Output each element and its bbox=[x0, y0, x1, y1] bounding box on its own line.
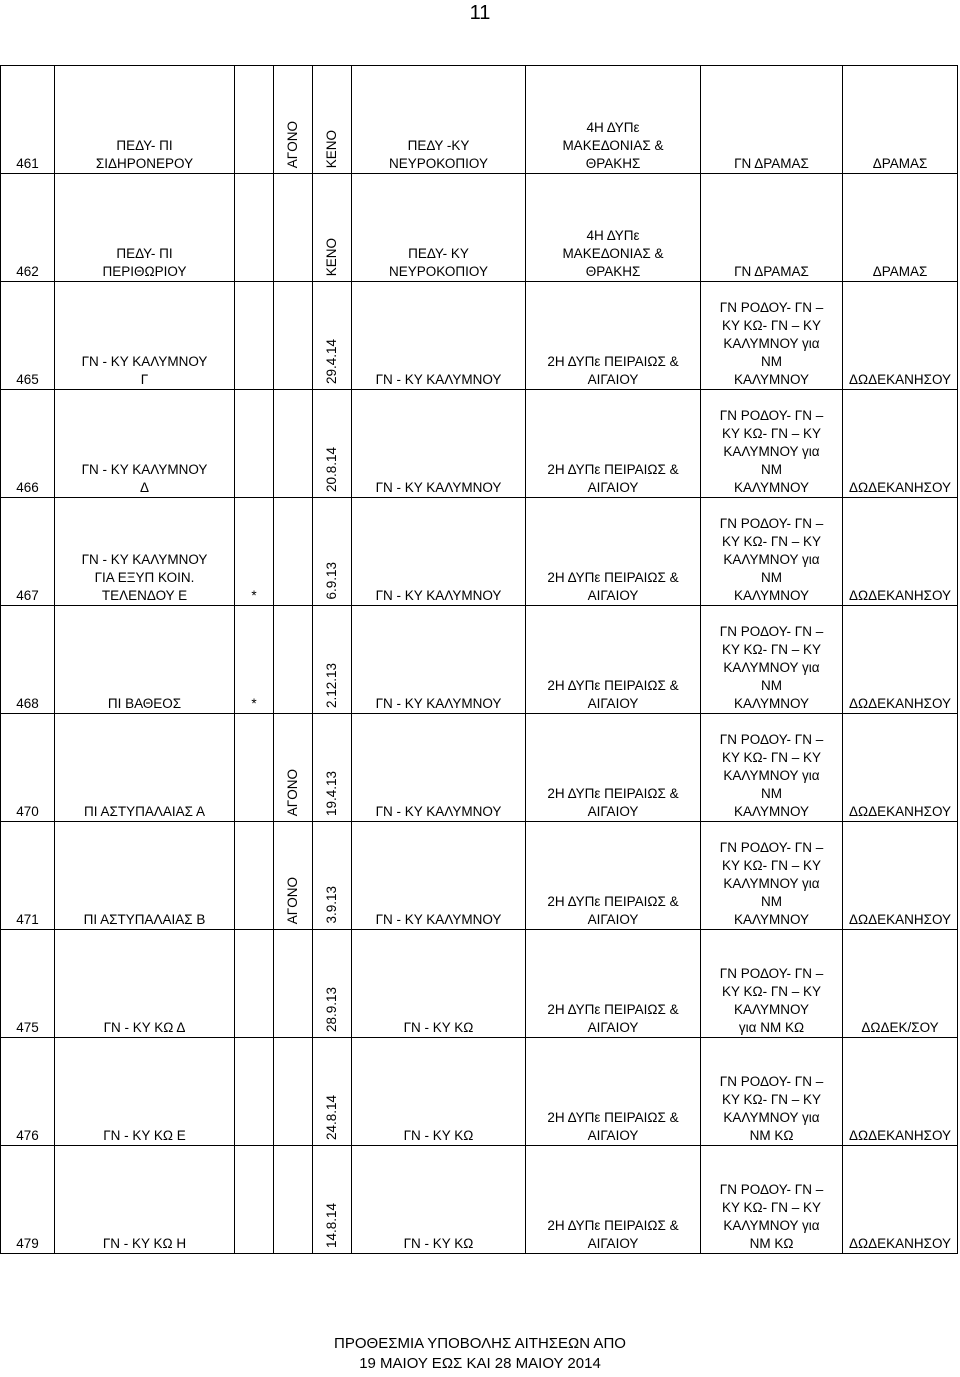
mark-cell bbox=[235, 1146, 274, 1254]
post-code-cell bbox=[1, 174, 55, 282]
post-name-text: ΓΝ - ΚΥ ΚΑΛΥΜΝΟΥ Δ bbox=[81, 462, 208, 495]
prefecture-text: ΔΩΔΕΚΑΝΗΣΟΥ bbox=[848, 1128, 952, 1143]
health-authority-cell bbox=[526, 174, 701, 282]
prefecture-cell bbox=[843, 174, 958, 282]
post-code-cell bbox=[1, 282, 55, 390]
prefecture-text: ΔΩΔΕΚΑΝΗΣΟΥ bbox=[848, 372, 952, 387]
post-code-cell bbox=[1, 66, 55, 174]
post-name-cell bbox=[55, 822, 235, 930]
post-name-cell bbox=[55, 1038, 235, 1146]
date-cell bbox=[313, 930, 352, 1038]
table-row bbox=[1, 714, 958, 822]
hospital-text: ΓΝ ΡΟΔΟΥ- ΓΝ – ΚΥ ΚΩ- ΓΝ – ΚΥ ΚΑΛΥΜΝΟΥ για ΝΜ ΚΑΛΥΜΝΟΥ bbox=[719, 624, 824, 711]
health-unit-text: ΓΝ - ΚΥ ΚΑΛΥΜΝΟΥ bbox=[375, 588, 502, 603]
health-authority-cell bbox=[526, 66, 701, 174]
post-code-cell bbox=[1, 390, 55, 498]
health-authority-cell bbox=[526, 390, 701, 498]
status-cell bbox=[274, 1146, 313, 1254]
post-name-cell bbox=[55, 498, 235, 606]
post-code-text: 462 bbox=[16, 264, 39, 279]
health-unit-cell bbox=[352, 822, 526, 930]
prefecture-cell bbox=[843, 930, 958, 1038]
post-name-cell bbox=[55, 66, 235, 174]
date-cell bbox=[313, 714, 352, 822]
health-authority-text: 2Η ΔΥΠε ΠΕΙΡΑΙΩΣ & ΑΙΓΑΙΟΥ bbox=[547, 1218, 679, 1251]
status-text: ΑΓΟΝΟ bbox=[285, 768, 300, 816]
post-code-text: 468 bbox=[16, 696, 39, 711]
mark-cell bbox=[235, 930, 274, 1038]
health-unit-text: ΓΝ - ΚΥ ΚΩ bbox=[403, 1020, 474, 1035]
hospital-text: ΓΝ ΡΟΔΟΥ- ΓΝ – ΚΥ ΚΩ- ΓΝ – ΚΥ ΚΑΛΥΜΝΟΥ για ΝΜ ΚΩ bbox=[719, 1182, 824, 1251]
health-unit-text: ΠΕΔΥ -ΚΥ ΝΕΥΡΟΚΟΠΙΟΥ bbox=[389, 138, 488, 171]
health-authority-text: 2Η ΔΥΠε ΠΕΙΡΑΙΩΣ & ΑΙΓΑΙΟΥ bbox=[547, 786, 679, 819]
post-name-text: ΠΕΔΥ- ΠΙ ΠΕΡΙΘΩΡΙΟΥ bbox=[102, 246, 187, 279]
post-name-cell bbox=[55, 714, 235, 822]
post-code-cell bbox=[1, 930, 55, 1038]
post-name-text: ΓΝ - ΚΥ ΚΑΛΥΜΝΟΥ ΓΙΑ ΕΞΥΠ ΚΟΙΝ. ΤΕΛΕΝΔΟΥ Ε bbox=[81, 552, 208, 603]
deadline-line-1: ΠΡΟΘΕΣΜΙΑ ΥΠΟΒΟΛΗΣ ΑΙΤΗΣΕΩΝ ΑΠΟ bbox=[334, 1335, 626, 1352]
date-cell bbox=[313, 1038, 352, 1146]
health-unit-text: ΓΝ - ΚΥ ΚΑΛΥΜΝΟΥ bbox=[375, 480, 502, 495]
prefecture-cell bbox=[843, 606, 958, 714]
date-text: 14.8.14 bbox=[324, 1202, 339, 1248]
post-code-text: 475 bbox=[16, 1020, 39, 1035]
hospital-text: ΓΝ ΡΟΔΟΥ- ΓΝ – ΚΥ ΚΩ- ΓΝ – ΚΥ ΚΑΛΥΜΝΟΥ για ΝΜ ΚΑΛΥΜΝΟΥ bbox=[719, 300, 824, 387]
post-code-cell bbox=[1, 1038, 55, 1146]
status-text: ΑΓΟΝΟ bbox=[285, 120, 300, 168]
posts-table bbox=[0, 65, 958, 1254]
date-text: 29.4.14 bbox=[324, 338, 339, 384]
status-cell bbox=[274, 498, 313, 606]
health-authority-cell bbox=[526, 714, 701, 822]
health-unit-cell bbox=[352, 66, 526, 174]
mark-cell bbox=[235, 174, 274, 282]
date-cell bbox=[313, 390, 352, 498]
post-name-text: ΓΝ - ΚΥ ΚΩ Η bbox=[102, 1236, 187, 1251]
health-unit-cell bbox=[352, 174, 526, 282]
table-row bbox=[1, 1146, 958, 1254]
health-authority-text: 2Η ΔΥΠε ΠΕΙΡΑΙΩΣ & ΑΙΓΑΙΟΥ bbox=[547, 678, 679, 711]
health-authority-cell bbox=[526, 1146, 701, 1254]
post-code-text: 467 bbox=[16, 588, 39, 603]
health-authority-cell bbox=[526, 822, 701, 930]
post-name-cell bbox=[55, 390, 235, 498]
date-cell bbox=[313, 498, 352, 606]
post-code-text: 476 bbox=[16, 1128, 39, 1143]
health-authority-text: 4Η ΔΥΠε ΜΑΚΕΔΟΝΙΑΣ & ΘΡΑΚΗΣ bbox=[562, 228, 664, 279]
post-name-text: ΓΝ - ΚΥ ΚΩ Δ bbox=[103, 1020, 186, 1035]
health-authority-cell bbox=[526, 1038, 701, 1146]
mark-cell bbox=[235, 66, 274, 174]
post-name-cell bbox=[55, 606, 235, 714]
post-name-cell bbox=[55, 174, 235, 282]
date-cell bbox=[313, 1146, 352, 1254]
prefecture-text: ΔΩΔΕΚΑΝΗΣΟΥ bbox=[848, 804, 952, 819]
prefecture-text: ΔΩΔΕΚΑΝΗΣΟΥ bbox=[848, 588, 952, 603]
status-cell bbox=[274, 1038, 313, 1146]
post-code-cell bbox=[1, 606, 55, 714]
post-name-cell bbox=[55, 1146, 235, 1254]
health-unit-cell bbox=[352, 282, 526, 390]
health-unit-text: ΓΝ - ΚΥ ΚΑΛΥΜΝΟΥ bbox=[375, 372, 502, 387]
post-name-text: ΠΙ ΒΑΘΕΟΣ bbox=[107, 696, 182, 711]
prefecture-cell bbox=[843, 822, 958, 930]
hospital-cell bbox=[701, 714, 843, 822]
health-unit-cell bbox=[352, 606, 526, 714]
status-cell bbox=[274, 714, 313, 822]
mark-cell bbox=[235, 282, 274, 390]
post-code-cell bbox=[1, 714, 55, 822]
hospital-cell bbox=[701, 390, 843, 498]
status-cell bbox=[274, 174, 313, 282]
prefecture-text: ΔΩΔΕΚ/ΣΟΥ bbox=[861, 1020, 939, 1035]
post-code-text: 466 bbox=[16, 480, 39, 495]
post-name-cell bbox=[55, 930, 235, 1038]
post-code-cell bbox=[1, 1146, 55, 1254]
hospital-cell bbox=[701, 174, 843, 282]
prefecture-cell bbox=[843, 390, 958, 498]
post-code-text: 465 bbox=[16, 372, 39, 387]
mark-cell bbox=[235, 714, 274, 822]
post-code-cell bbox=[1, 822, 55, 930]
table-row bbox=[1, 174, 958, 282]
mark-cell bbox=[235, 390, 274, 498]
health-authority-text: 2Η ΔΥΠε ΠΕΙΡΑΙΩΣ & ΑΙΓΑΙΟΥ bbox=[547, 1110, 679, 1143]
health-authority-cell bbox=[526, 282, 701, 390]
hospital-text: ΓΝ ΡΟΔΟΥ- ΓΝ – ΚΥ ΚΩ- ΓΝ – ΚΥ ΚΑΛΥΜΝΟΥ για ΝΜ ΚΩ bbox=[719, 1074, 824, 1143]
date-cell bbox=[313, 174, 352, 282]
status-cell bbox=[274, 390, 313, 498]
post-name-text: ΠΙ ΑΣΤΥΠΑΛΑΙΑΣ Α bbox=[84, 804, 205, 819]
health-authority-cell bbox=[526, 498, 701, 606]
health-unit-text: ΠΕΔΥ- ΚΥ ΝΕΥΡΟΚΟΠΙΟΥ bbox=[389, 246, 488, 279]
mark-text: * bbox=[251, 696, 257, 711]
prefecture-text: ΔΡΑΜΑΣ bbox=[872, 156, 928, 171]
health-unit-cell bbox=[352, 498, 526, 606]
table-row bbox=[1, 66, 958, 174]
table-row bbox=[1, 1038, 958, 1146]
date-cell bbox=[313, 822, 352, 930]
health-unit-cell bbox=[352, 930, 526, 1038]
hospital-cell bbox=[701, 1146, 843, 1254]
hospital-text: ΓΝ ΡΟΔΟΥ- ΓΝ – ΚΥ ΚΩ- ΓΝ – ΚΥ ΚΑΛΥΜΝΟΥ για ΝΜ ΚΑΛΥΜΝΟΥ bbox=[719, 408, 824, 495]
date-text: ΚΕΝΟ bbox=[324, 237, 339, 276]
status-cell bbox=[274, 930, 313, 1038]
status-cell bbox=[274, 282, 313, 390]
hospital-cell bbox=[701, 822, 843, 930]
table-row bbox=[1, 282, 958, 390]
table-row bbox=[1, 930, 958, 1038]
date-cell bbox=[313, 66, 352, 174]
prefecture-cell bbox=[843, 498, 958, 606]
post-name-cell bbox=[55, 282, 235, 390]
table-row bbox=[1, 606, 958, 714]
date-cell bbox=[313, 606, 352, 714]
page-number: 11 bbox=[469, 2, 491, 24]
status-cell bbox=[274, 606, 313, 714]
mark-text: * bbox=[251, 588, 257, 603]
post-code-text: 461 bbox=[16, 156, 39, 171]
table-row bbox=[1, 822, 958, 930]
health-authority-text: 2Η ΔΥΠε ΠΕΙΡΑΙΩΣ & ΑΙΓΑΙΟΥ bbox=[547, 462, 679, 495]
health-unit-text: ΓΝ - ΚΥ ΚΩ bbox=[403, 1236, 474, 1251]
status-cell bbox=[274, 66, 313, 174]
health-authority-cell bbox=[526, 606, 701, 714]
mark-cell bbox=[235, 498, 274, 606]
mark-cell bbox=[235, 1038, 274, 1146]
table-row bbox=[1, 390, 958, 498]
deadline-note bbox=[0, 1334, 960, 1374]
health-authority-text: 4Η ΔΥΠε ΜΑΚΕΔΟΝΙΑΣ & ΘΡΑΚΗΣ bbox=[562, 120, 664, 171]
status-cell bbox=[274, 822, 313, 930]
date-text: ΚΕΝΟ bbox=[324, 129, 339, 168]
health-authority-text: 2Η ΔΥΠε ΠΕΙΡΑΙΩΣ & ΑΙΓΑΙΟΥ bbox=[547, 354, 679, 387]
health-unit-text: ΓΝ - ΚΥ ΚΑΛΥΜΝΟΥ bbox=[375, 696, 502, 711]
health-unit-text: ΓΝ - ΚΥ ΚΑΛΥΜΝΟΥ bbox=[375, 804, 502, 819]
table-body bbox=[1, 66, 958, 1254]
hospital-cell bbox=[701, 282, 843, 390]
post-name-text: ΓΝ - ΚΥ ΚΑΛΥΜΝΟΥ Γ bbox=[81, 354, 208, 387]
date-text: 24.8.14 bbox=[324, 1094, 339, 1140]
prefecture-cell bbox=[843, 282, 958, 390]
post-code-text: 471 bbox=[16, 912, 39, 927]
prefecture-cell bbox=[843, 714, 958, 822]
post-code-cell bbox=[1, 498, 55, 606]
prefecture-text: ΔΩΔΕΚΑΝΗΣΟΥ bbox=[848, 480, 952, 495]
health-authority-text: 2Η ΔΥΠε ΠΕΙΡΑΙΩΣ & ΑΙΓΑΙΟΥ bbox=[547, 1002, 679, 1035]
date-text: 3.9.13 bbox=[324, 886, 339, 924]
prefecture-text: ΔΩΔΕΚΑΝΗΣΟΥ bbox=[848, 1236, 952, 1251]
date-text: 2.12.13 bbox=[324, 662, 339, 708]
health-authority-cell bbox=[526, 930, 701, 1038]
prefecture-cell bbox=[843, 1146, 958, 1254]
health-unit-cell bbox=[352, 1146, 526, 1254]
post-name-text: ΠΕΔΥ- ΠΙ ΣΙΔΗΡΟΝΕΡΟΥ bbox=[95, 138, 194, 171]
hospital-text: ΓΝ ΡΟΔΟΥ- ΓΝ – ΚΥ ΚΩ- ΓΝ – ΚΥ ΚΑΛΥΜΝΟΥ για ΝΜ ΚΩ bbox=[719, 966, 824, 1035]
date-cell bbox=[313, 282, 352, 390]
hospital-cell bbox=[701, 606, 843, 714]
health-unit-text: ΓΝ - ΚΥ ΚΑΛΥΜΝΟΥ bbox=[375, 912, 502, 927]
prefecture-cell bbox=[843, 66, 958, 174]
deadline-line-2: 19 ΜΑΙΟΥ ΕΩΣ ΚΑΙ 28 ΜΑΙΟΥ 2014 bbox=[359, 1355, 601, 1372]
hospital-cell bbox=[701, 66, 843, 174]
date-text: 6.9.13 bbox=[324, 562, 339, 600]
post-code-text: 479 bbox=[16, 1236, 39, 1251]
prefecture-text: ΔΩΔΕΚΑΝΗΣΟΥ bbox=[848, 912, 952, 927]
health-unit-text: ΓΝ - ΚΥ ΚΩ bbox=[403, 1128, 474, 1143]
post-name-text: ΓΝ - ΚΥ ΚΩ Ε bbox=[103, 1128, 186, 1143]
status-text: ΑΓΟΝΟ bbox=[285, 876, 300, 924]
hospital-cell bbox=[701, 1038, 843, 1146]
health-authority-text: 2Η ΔΥΠε ΠΕΙΡΑΙΩΣ & ΑΙΓΑΙΟΥ bbox=[547, 570, 679, 603]
hospital-text: ΓΝ ΡΟΔΟΥ- ΓΝ – ΚΥ ΚΩ- ΓΝ – ΚΥ ΚΑΛΥΜΝΟΥ για ΝΜ ΚΑΛΥΜΝΟΥ bbox=[719, 732, 824, 819]
post-name-text: ΠΙ ΑΣΤΥΠΑΛΑΙΑΣ Β bbox=[83, 912, 206, 927]
date-text: 19.4.13 bbox=[324, 770, 339, 816]
hospital-text: ΓΝ ΡΟΔΟΥ- ΓΝ – ΚΥ ΚΩ- ΓΝ – ΚΥ ΚΑΛΥΜΝΟΥ για ΝΜ ΚΑΛΥΜΝΟΥ bbox=[719, 516, 824, 603]
health-authority-text: 2Η ΔΥΠε ΠΕΙΡΑΙΩΣ & ΑΙΓΑΙΟΥ bbox=[547, 894, 679, 927]
hospital-cell bbox=[701, 930, 843, 1038]
health-unit-cell bbox=[352, 1038, 526, 1146]
health-unit-cell bbox=[352, 390, 526, 498]
hospital-cell bbox=[701, 498, 843, 606]
prefecture-text: ΔΡΑΜΑΣ bbox=[872, 264, 928, 279]
post-code-text: 470 bbox=[16, 804, 39, 819]
prefecture-cell bbox=[843, 1038, 958, 1146]
hospital-text: ΓΝ ΔΡΑΜΑΣ bbox=[734, 264, 809, 279]
date-text: 20.8.14 bbox=[324, 446, 339, 492]
hospital-text: ΓΝ ΡΟΔΟΥ- ΓΝ – ΚΥ ΚΩ- ΓΝ – ΚΥ ΚΑΛΥΜΝΟΥ για ΝΜ ΚΑΛΥΜΝΟΥ bbox=[719, 840, 824, 927]
mark-cell bbox=[235, 606, 274, 714]
health-unit-cell bbox=[352, 714, 526, 822]
table-row bbox=[1, 498, 958, 606]
hospital-text: ΓΝ ΔΡΑΜΑΣ bbox=[734, 156, 809, 171]
mark-cell bbox=[235, 822, 274, 930]
date-text: 28.9.13 bbox=[324, 986, 339, 1032]
prefecture-text: ΔΩΔΕΚΑΝΗΣΟΥ bbox=[848, 696, 952, 711]
